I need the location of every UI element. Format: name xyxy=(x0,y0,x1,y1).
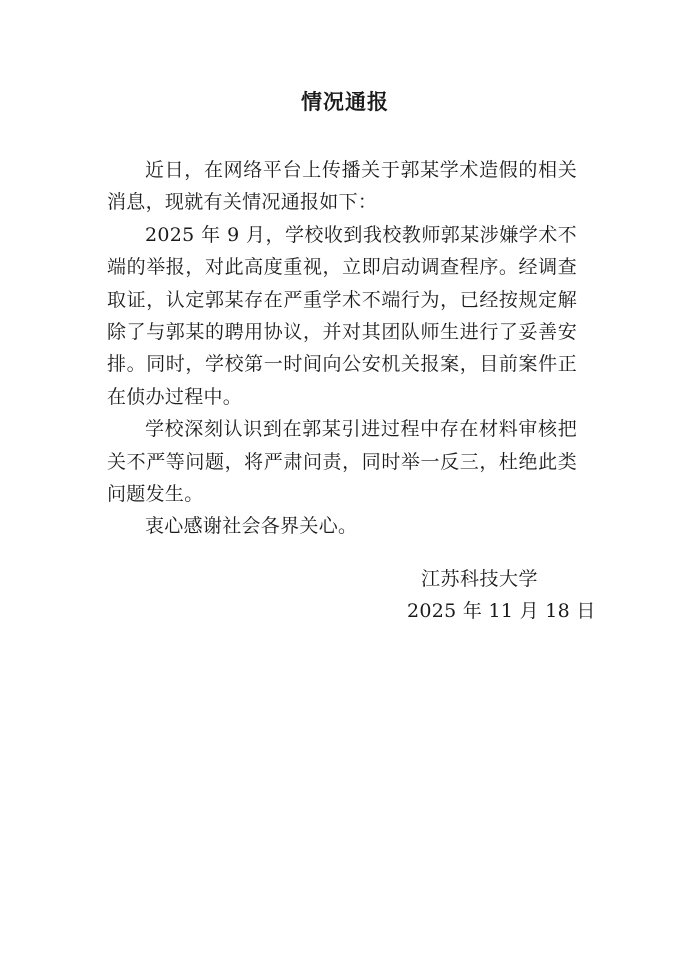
paragraph-accountability: 学校深刻认识到在郭某引进过程中存在材料审核把关不严等问题，将严肃问责，同时举一反三，杜绝此类问题发生。 xyxy=(107,418,577,506)
paragraph-investigation: 2025 年 9 月，学校收到我校教师郭某涉嫌学术不端的举报，对此高度重视，立即启动调查程序。经调查取证，认定郭某存在严重学术不端行为，已经按规定解除了与郭某的聘用协议，并对其团队师生进行了妥善安排。同时，学校第一时间向公安机关报案，目前案件正在侦办过程中。 xyxy=(107,223,577,408)
document-body xyxy=(107,154,577,543)
paragraph-intro: 近日，在网络平台上传播关于郭某学术造假的相关消息，现就有关情况通报如下： xyxy=(107,159,577,214)
document-title: 情况通报 xyxy=(301,90,389,114)
signature-date: 2025 年 11 月 18 日 xyxy=(407,600,596,622)
paragraph-thanks: 衷心感谢社会各界关心。 xyxy=(145,515,358,538)
signature-organization: 江苏科技大学 xyxy=(421,568,539,590)
